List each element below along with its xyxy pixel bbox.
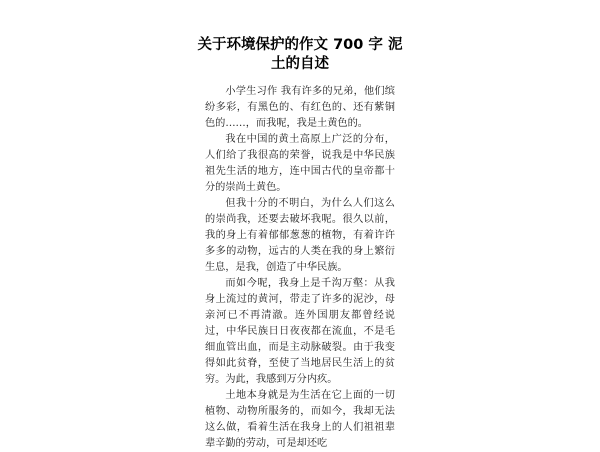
paragraph: 土地本身就是为生活在它上面的一切植物、动物所服务的，而如今，我却无法这么做，看着生活在我身上的人们祖祖辈辈辛勤的劳动，可是却还吃: [205, 390, 395, 449]
article-body: [205, 84, 395, 452]
paragraph: 但我十分的不明白，为什么人们这么的崇尚我，还要去破坏我呢。很久以前，我的身上有着郁郁葱葱的植物，有着许许多多的动物，远古的人类在我的身上繁衍生息，是我，创造了中华民族。: [205, 198, 395, 273]
paragraph: 而如今呢，我身上是千沟万壑：从我身上流过的黄河，带走了许多的泥沙，母亲河已不再清澈。连外国朋友都曾经说过，中华民族日日夜夜都在流血，不是毛细血管出血，而是主动脉破裂。由于我变得如此贫脊，至使了当地居民生活上的贫穷。为此，我感到万分内疚。: [205, 278, 395, 385]
paragraph: 我在中国的黄土高原上广泛的分布，人们给了我很高的荣誉，说我是中华民族祖先生活的地方，连中国古代的皇帝都十分的崇尚土黄色。: [205, 134, 395, 193]
paragraph: 小学生习作 我有许多的兄弟，他们缤纷多彩，有黑色的、有红色的、还有紫铜色的……，而我呢，我是土黄色的。: [205, 86, 395, 129]
article-title: 关于环境保护的作文 700 字 泥土的自述: [197, 37, 403, 72]
